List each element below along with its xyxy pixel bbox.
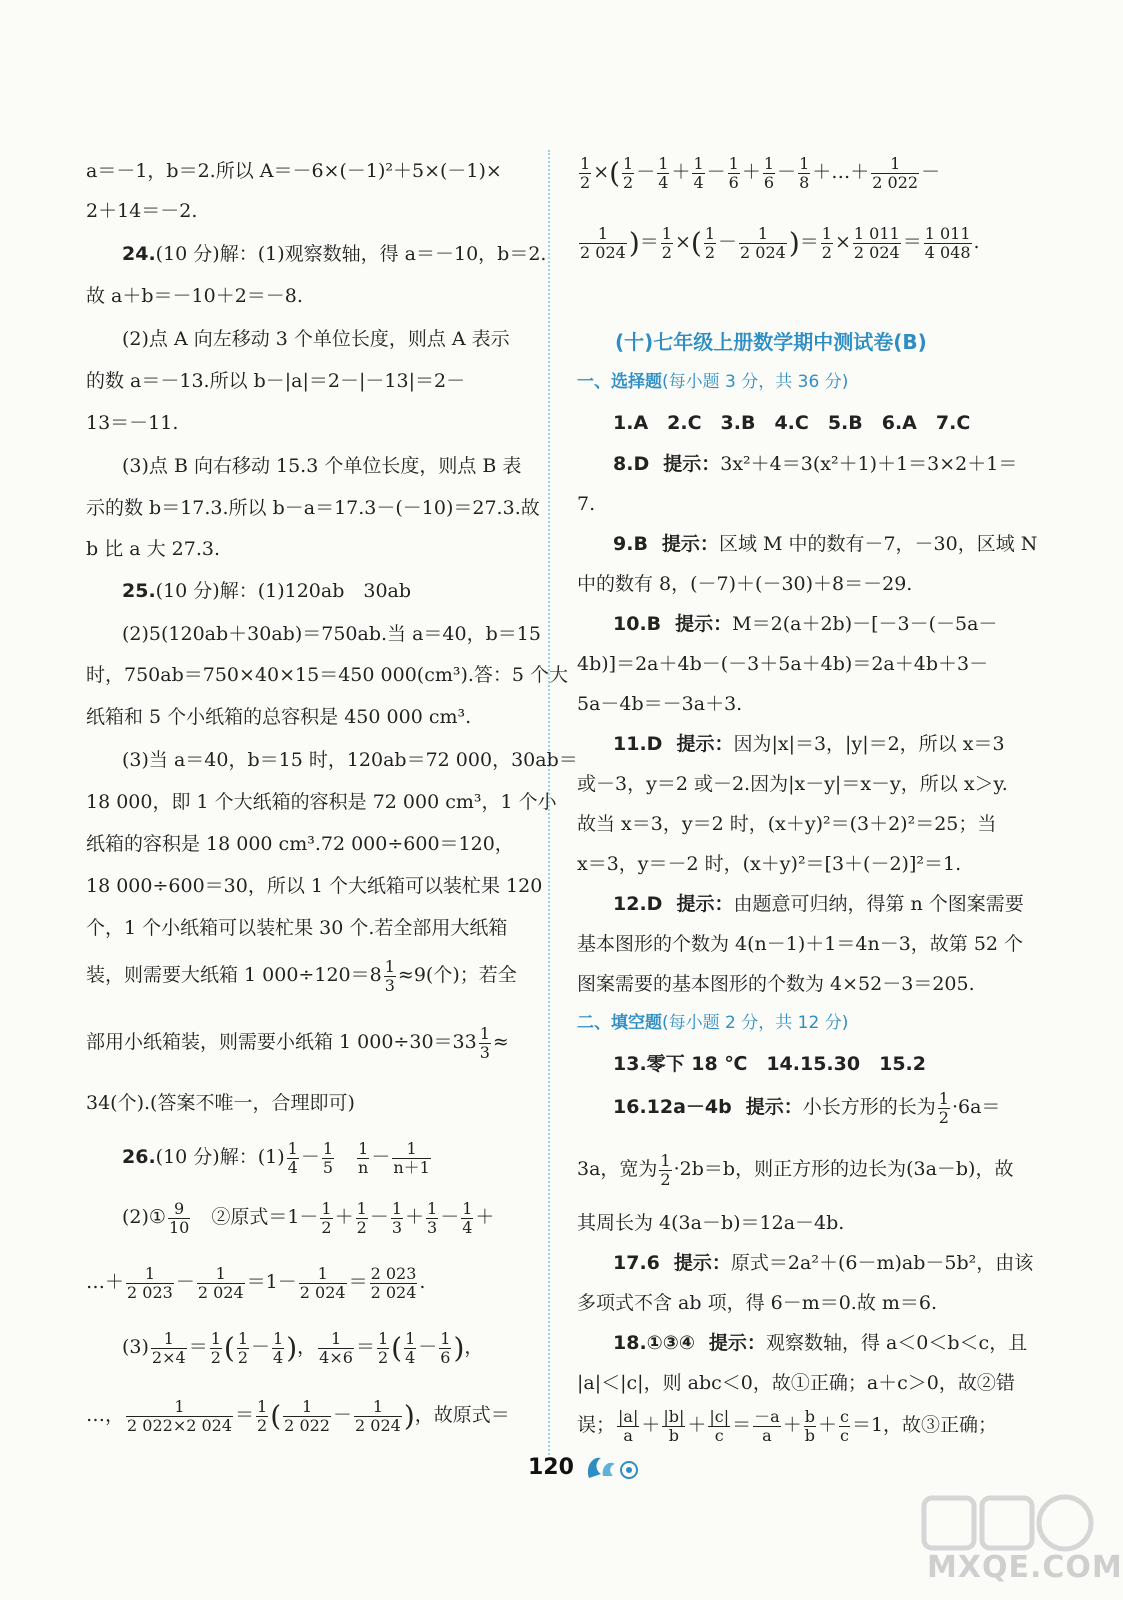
text-line: a＝－1，b＝2.所以 A＝－6×(－1)²＋5×(－1)×	[86, 160, 502, 182]
text: .	[419, 1271, 426, 1294]
fraction: $\frac{c}{c}$	[840, 1407, 849, 1445]
fraction: $\frac{1}{2}$	[704, 224, 715, 262]
hint-label: 提示：	[673, 1252, 731, 1274]
text-line: (3)当 a＝40，b＝15 时，120ab＝72 000，30ab＝	[122, 749, 578, 771]
fraction: $\frac{|b|}{b}$	[663, 1407, 685, 1445]
q24-number: 24.	[122, 243, 156, 265]
text: 一、选择题	[577, 372, 662, 392]
fraction: $\frac{1}{4}$	[462, 1199, 473, 1237]
text-line: 误； $\frac{|a|}{a}$ ＋ $\frac{|b|}{b}$ ＋ $\frac{|c|}{c}$ ＝ $\frac{-a}{a}$ ＋ $\frac{b}{b}$ ＋ $\frac{c}{c}$ ＝1，故③正确；	[577, 1407, 998, 1445]
text: ≈	[492, 1031, 509, 1054]
fraction: $\frac{1}{8}$	[799, 154, 810, 192]
hint-label: 提示：	[675, 613, 733, 635]
text: ＝1，故③正确；	[851, 1414, 998, 1437]
text-line: $\frac{1}{2}$ ×( $\frac{1}{2}$ － $\frac{1}{4}$ ＋ $\frac{1}{4}$ － $\frac{1}{6}$ ＋ $\frac{1}{6}$ － $\frac{1}{8}$ ＋…＋ $\frac{1}{2 022}$ －	[580, 154, 941, 192]
q24-line-1	[86, 243, 546, 266]
text-line: 时，750ab＝750×40×15＝450 000(cm³).答：5 个大	[86, 664, 569, 686]
fraction: $\frac{1}{3}$	[391, 1199, 403, 1237]
text-line: 或－3，y＝2 或－2.因为|x－y|＝x－y，所以 x＞y.	[577, 773, 1008, 795]
fraction: $\frac{1}{2}$	[356, 1199, 367, 1237]
q26-number: 26.	[122, 1146, 156, 1169]
q12-number: 12.D	[613, 893, 663, 915]
fraction: $\frac{1}{2 022\times 2 024}$	[127, 1397, 233, 1435]
fraction: $\frac{1}{2 022}$	[284, 1397, 330, 1435]
q9-line-1	[577, 533, 1037, 556]
text: ②原式＝1－	[211, 1206, 319, 1229]
text-line: b 比 a 大 27.3.	[86, 538, 220, 560]
hint-label: 提示：	[708, 1332, 766, 1354]
text-line: 5a－4b＝－3a＋3.	[577, 693, 743, 715]
fraction: $\frac{1}{2}$	[938, 1089, 949, 1127]
text-line: (3) $\frac{1}{2\times 4}$ ＝ $\frac{1}{2}$ ( $\frac{1}{2}$ － $\frac{1}{4}$ )， $\frac{1}{4\times 6}$ ＝ $\frac{1}{2}$ ( $\frac{1}{4}$ － $\frac{1}{6}$ )，	[122, 1329, 484, 1367]
watermark-text: MXQE.COM	[927, 1550, 1123, 1585]
text-line: 的数 a＝－13.所以 b－|a|＝2－|－13|＝2－	[86, 370, 466, 392]
fraction: $\frac{1}{3}$	[384, 957, 395, 995]
q17-number: 17.6	[613, 1252, 660, 1274]
fraction: $\frac{1}{n}$	[358, 1139, 369, 1177]
fraction: $\frac{1}{n+1}$	[393, 1139, 430, 1177]
fraction: $\frac{2 023}{2 024}$	[370, 1264, 417, 1302]
fraction: $\frac{1}{2 024}$	[580, 224, 626, 262]
fraction: $\frac{1}{2}$	[661, 224, 672, 262]
text-line: 示的数 b＝17.3.所以 b－a＝17.3－(－10)＝27.3.故	[86, 497, 540, 519]
fraction: $\frac{1}{2 022}$	[872, 154, 919, 192]
fraction: $\frac{1}{2}$	[623, 154, 634, 192]
text: ＝1－	[246, 1271, 297, 1294]
fraction: $\frac{1 011}{4 048}$	[924, 224, 971, 262]
fraction: $\frac{1}{6}$	[440, 1329, 451, 1367]
text: …，	[86, 1404, 125, 1427]
fraction: $\frac{1}{6}$	[763, 154, 775, 192]
fraction: $\frac{1}{4}$	[658, 154, 669, 192]
text: 3x²＋4＝3(x²＋1)＋1＝3×2＋1＝	[720, 453, 1018, 475]
fraction: $\frac{1}{4}$	[273, 1329, 284, 1367]
text: M＝2(a＋2b)－[－3－(－5a－	[732, 613, 998, 635]
text: ，故原式＝	[414, 1404, 510, 1427]
fraction: $\frac{9}{10}$	[168, 1199, 190, 1237]
answers-13-15: 13.零下 18 ℃ 14.15.30 15.2	[613, 1053, 926, 1075]
text-line: 18 000÷600＝30，所以 1 个大纸箱可以装杧果 120	[86, 875, 543, 897]
text-line: (2)5(120ab＋30ab)＝750ab.当 a＝40，b＝15	[122, 623, 541, 645]
text: ·2b＝b，则正方形的边长为(3a－b)，故	[673, 1158, 1014, 1181]
text-line	[86, 1025, 509, 1061]
text-line: 34(个).(答案不唯一，合理即可)	[86, 1092, 355, 1114]
text-line: 7.	[577, 493, 596, 515]
q9-number: 9.B	[613, 533, 648, 555]
q10-line-1	[577, 613, 997, 636]
q26-line-1: 26.(10 分)解：(1) $\frac{1}{4}$ － $\frac{1}{5}$ $\frac{1}{n}$ － $\frac{1}{n+1}$	[122, 1139, 430, 1177]
q25-line-1	[86, 580, 411, 603]
text-line: 中的数有 8，(－7)＋(－30)＋8＝－29.	[577, 573, 913, 595]
fraction: $\frac{1}{2 024}$	[299, 1264, 346, 1302]
text: 原式＝2a²＋(6－m)ab－5b²，由该	[730, 1252, 1034, 1274]
q10-number: 10.B	[613, 613, 662, 635]
text: 误；	[577, 1414, 616, 1437]
fraction: $\frac{b}{b}$	[804, 1407, 815, 1445]
text-line: …， $\frac{1}{2 022\times 2 024}$ ＝ $\frac{1}{2}$ ( $\frac{1}{2 022}$ － $\frac{1}{2 024}$ )，故原式＝	[86, 1397, 510, 1435]
answers-1-7: 1.A 2.C 3.B 4.C 5.B 6.A 7.C	[613, 412, 971, 434]
text: ·6a＝	[951, 1096, 1001, 1119]
text-line: $\frac{1}{2 024}$ )＝ $\frac{1}{2}$ ×( $\frac{1}{2}$ － $\frac{1}{2 024}$ )＝ $\frac{1}{2}$ × $\frac{1 011}{2 024}$ ＝ $\frac{1 011}{4 048}$ .	[580, 224, 980, 262]
text-line: 故 a＋b＝－10＋2＝－8.	[86, 285, 303, 307]
fraction: $\frac{1}{4}$	[287, 1139, 298, 1177]
fraction: $\frac{1}{2 024}$	[197, 1264, 244, 1302]
q18-number: 18.①③④	[613, 1332, 695, 1354]
text: 二、填空题	[577, 1013, 662, 1033]
text: 观察数轴，得 a＜0＜b＜c，且	[765, 1332, 1028, 1354]
text: ≈9(个)；若全	[397, 964, 517, 987]
text-line	[577, 1152, 1013, 1188]
text-line: 个，1 个小纸箱可以装杧果 30 个.若全部用大纸箱	[86, 917, 508, 939]
text-line: 13＝－11.	[86, 412, 179, 434]
q25-number: 25.	[122, 580, 156, 602]
text-line: 纸箱的容积是 18 000 cm³.72 000÷600＝120，	[86, 833, 514, 855]
fraction: $\frac{|a|}{a}$	[618, 1407, 639, 1445]
text: (3)	[122, 1336, 149, 1359]
text: 因为|x|＝3，|y|＝2，所以 x＝3	[733, 733, 1005, 755]
fraction: $\frac{1}{2 024}$	[740, 224, 786, 262]
fraction: $\frac{1}{6}$	[728, 154, 739, 192]
text-line: x＝3，y＝－2 时，(x＋y)²＝[3＋(－2)]²＝1.	[577, 853, 962, 875]
text-line: 基本图形的个数为 4(n－1)＋1＝4n－3，故第 52 个	[577, 933, 1024, 955]
text-line: (2)① $\frac{9}{10}$ ②原式＝1－ $\frac{1}{2}$ ＋ $\frac{1}{2}$ － $\frac{1}{3}$ ＋ $\frac{1}{3}$ － $\frac{1}{4}$ ＋	[122, 1199, 495, 1237]
text-line: (3)点 B 向右移动 15.3 个单位长度，则点 B 表	[122, 455, 522, 477]
fraction: $\frac{1}{2}$	[377, 1329, 389, 1367]
fraction: $\frac{|c|}{c}$	[709, 1407, 730, 1445]
fraction: $\frac{1}{4}$	[693, 154, 704, 192]
fraction: $\frac{1}{3}$	[479, 1024, 490, 1062]
q16-line-1	[577, 1090, 1000, 1126]
fraction: $\frac{1}{2}$	[580, 154, 591, 192]
hint-label: 提示：	[676, 733, 734, 755]
fraction: $\frac{1}{2}$	[210, 1329, 221, 1367]
fraction: $\frac{1}{3}$	[427, 1199, 438, 1237]
fraction: $\frac{1 011}{2 024}$	[853, 224, 900, 262]
hint-label: 提示：	[663, 453, 721, 475]
text-line: (2)点 A 向左移动 3 个单位长度，则点 A 表示	[122, 328, 510, 350]
fraction: $\frac{1}{2}$	[257, 1397, 268, 1435]
fraction: $\frac{1}{4}$	[405, 1329, 416, 1367]
text: 部用小纸箱装，则需要小纸箱 1 000÷30＝33	[86, 1031, 477, 1054]
fraction: $\frac{1}{5}$	[322, 1139, 334, 1177]
q18-line-1	[577, 1332, 1027, 1355]
q8-line-1	[577, 453, 1017, 476]
fraction: $\frac{1}{2 024}$	[355, 1397, 401, 1435]
text: (每小题 3 分，共 36 分)	[662, 372, 849, 392]
q16-number: 16.12a－4b	[613, 1096, 732, 1119]
hint-label: 提示：	[676, 893, 734, 915]
text-line	[86, 958, 517, 994]
text-line: 4b)]＝2a＋4b－(－3＋5a＋4b)＝2a＋4b＋3－	[577, 653, 989, 675]
text: …＋	[86, 1271, 125, 1294]
text: 3a，宽为	[577, 1158, 658, 1181]
section-title: (十)七年级上册数学期中测试卷(B)	[615, 330, 927, 354]
text-line: |a|＜|c|，则 abc＜0，故①正确；a＋c＞0，故②错	[577, 1372, 1015, 1394]
fraction: $\frac{1}{4\times 6}$	[319, 1329, 353, 1367]
q11-number: 11.D	[613, 733, 663, 755]
q8-number: 8.D	[613, 453, 650, 475]
fraction: $\frac{-a}{a}$	[754, 1407, 780, 1445]
text-line: 18 000，即 1 个大纸箱的容积是 72 000 cm³，1 个小	[86, 791, 557, 813]
hint-label: 提示：	[661, 533, 719, 555]
text-line: …＋ $\frac{1}{2 023}$ － $\frac{1}{2 024}$ ＝1－ $\frac{1}{2 024}$ ＝ $\frac{2 023}{2 024}$ .	[86, 1264, 426, 1302]
section-heading-2	[577, 1013, 848, 1033]
text: (2)①	[122, 1206, 166, 1229]
fraction: $\frac{1}{2}$	[660, 1151, 671, 1189]
text-line: 纸箱和 5 个小纸箱的总容积是 450 000 cm³.	[86, 706, 472, 728]
text: 装，则需要大纸箱 1 000÷120＝8	[86, 964, 382, 987]
fraction: $\frac{1}{2}$	[237, 1329, 249, 1367]
fraction: $\frac{1}{2\times 4}$	[151, 1329, 186, 1367]
q26-text: (10 分)解：(1)	[155, 1146, 285, 1169]
q11-line-1	[577, 733, 1005, 756]
text: 由题意可归纳，得第 n 个图案需要	[733, 893, 1024, 915]
text-line: 2＋14＝－2.	[86, 200, 198, 222]
q17-line-1	[577, 1252, 1033, 1275]
text-line: 图案需要的基本图形的个数为 4×52－3＝205.	[577, 973, 975, 995]
ornament-icon	[583, 1452, 653, 1482]
fraction: $\frac{1}{2}$	[821, 224, 832, 262]
text: 小长方形的长为	[802, 1096, 936, 1119]
section-heading-1	[577, 372, 848, 392]
q12-line-1	[577, 893, 1024, 916]
q25-text: (10 分)解：(1)120ab 30ab	[155, 580, 412, 602]
fraction: $\frac{1}{2 023}$	[127, 1264, 173, 1302]
text-line: 故当 x＝3，y＝2 时，(x＋y)²＝(3＋2)²＝25；当	[577, 813, 997, 835]
q24-text: (10 分)解：(1)观察数轴，得 a＝－10，b＝2.	[155, 243, 547, 265]
page-number: 120	[528, 1455, 574, 1480]
text: (每小题 2 分，共 12 分)	[662, 1013, 849, 1033]
fraction: $\frac{1}{2}$	[321, 1199, 332, 1237]
text-line: 多项式不含 ab 项，得 6－m＝0.故 m＝6.	[577, 1292, 938, 1314]
text: 区域 M 中的数有－7，－30，区域 N	[718, 533, 1038, 555]
text-line: 其周长为 4(3a－b)＝12a－4b.	[577, 1212, 845, 1234]
text: ＝	[639, 231, 659, 254]
hint-label: 提示：	[745, 1096, 803, 1119]
